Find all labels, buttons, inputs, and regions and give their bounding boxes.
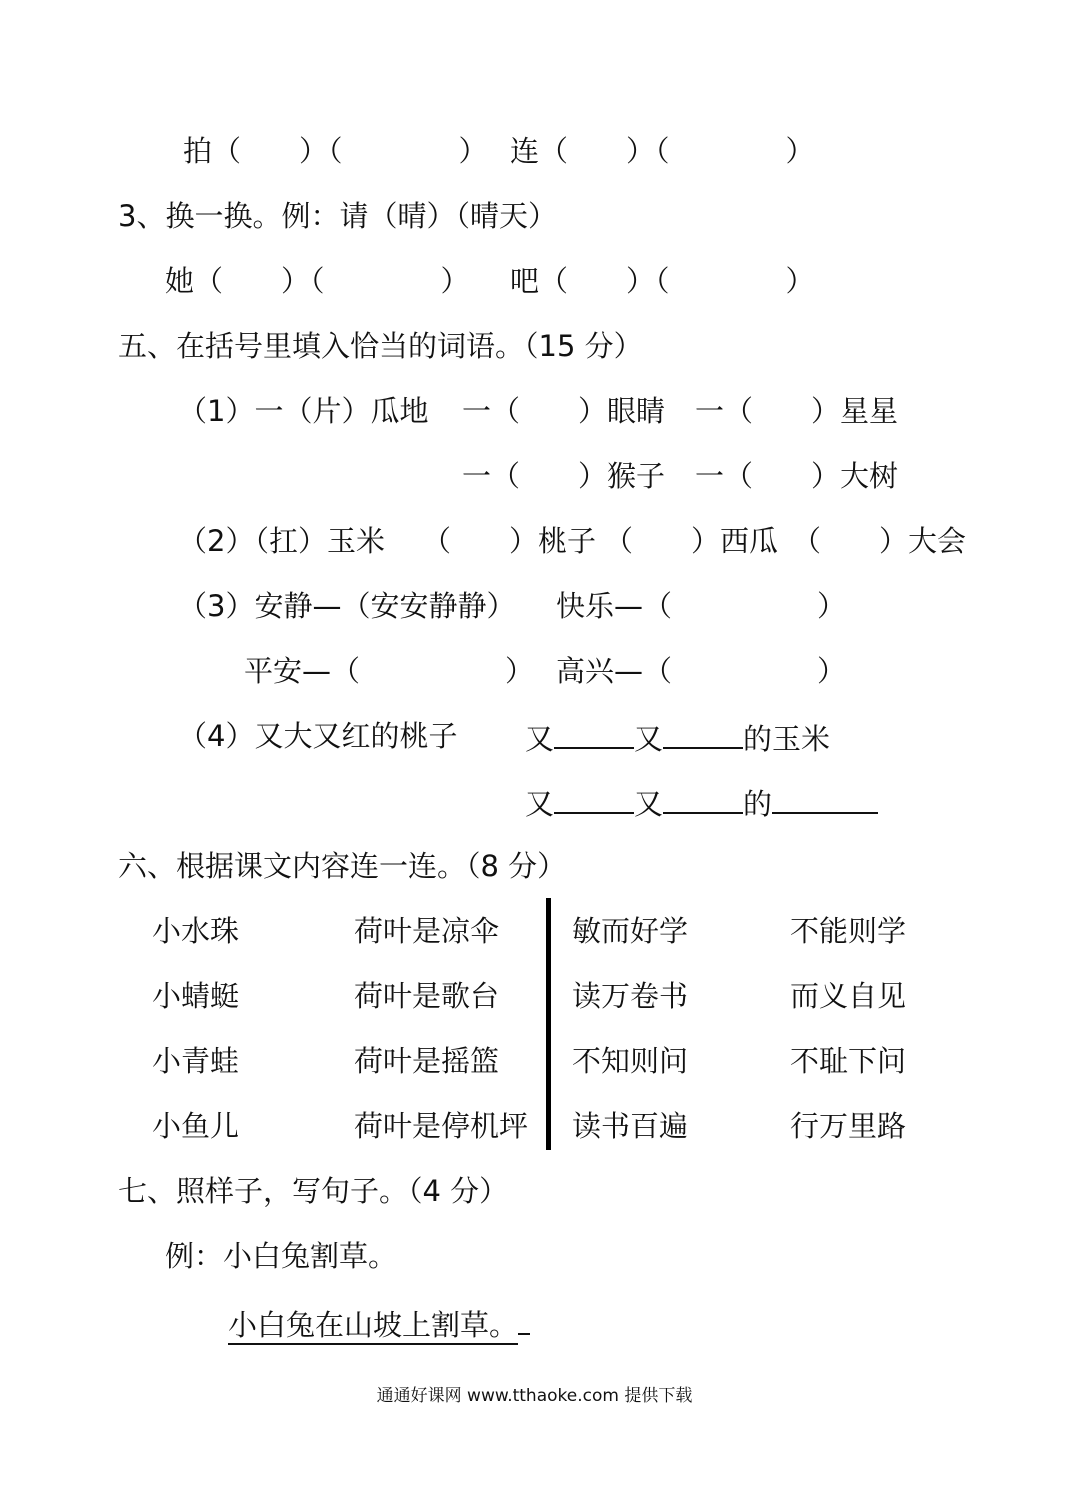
match-col3-item: 读书百遍: [572, 1109, 689, 1143]
match-col3-item: 读万卷书: [572, 979, 689, 1013]
match-col1-item: 小水珠: [152, 914, 240, 948]
q4-you-3: 又: [525, 787, 555, 821]
q1-tree: 一（ ）大树: [695, 459, 899, 493]
section-6-heading: 六、根据课文内容连一连。（8 分）: [118, 849, 567, 883]
match-col3-item: 敏而好学: [572, 914, 689, 948]
blank[interactable]: [772, 784, 878, 814]
question-3-heading: 3、换一换。例：请（晴）（晴天）: [118, 199, 557, 233]
line-pai: 拍（ ）（ ）: [183, 134, 488, 168]
q2-meeting: （ ）大会: [792, 524, 967, 558]
q3-happy: 快乐—（ ）: [556, 589, 847, 623]
q2-peach: （ ）桃子: [422, 524, 597, 558]
line-lian: 连（ ）（ ）: [510, 134, 815, 168]
q4-example: （4）又大又红的桃子: [178, 719, 458, 753]
match-col4-item: 行万里路: [790, 1109, 907, 1143]
blank[interactable]: [554, 719, 634, 749]
match-col2-item: 荷叶是停机坪: [354, 1109, 529, 1143]
match-col2-item: 荷叶是歌台: [354, 979, 500, 1013]
q3-example: （3）安静—（安安静静）: [178, 589, 516, 623]
q4-corn: 的玉米: [743, 722, 831, 756]
example-label: 例：小白兔割草。: [165, 1239, 398, 1273]
match-col1-item: 小青蛙: [152, 1044, 240, 1078]
column-divider: [546, 898, 551, 1150]
match-col2-item: 荷叶是凉伞: [354, 914, 500, 948]
match-col3-item: 不知则问: [572, 1044, 689, 1078]
underline-tail: [518, 1304, 530, 1335]
match-col4-item: 而义自见: [790, 979, 907, 1013]
example-answer: [228, 1304, 530, 1342]
blank[interactable]: [554, 784, 634, 814]
line-ba: 吧（ ）（ ）: [510, 264, 815, 298]
blank[interactable]: [663, 719, 743, 749]
q3-peace: 平安—（ ）: [244, 654, 535, 688]
match-col2-item: 荷叶是摇篮: [354, 1044, 500, 1078]
section-5-heading: 五、在括号里填入恰当的词语。（15 分）: [118, 329, 643, 363]
q1-stars: 一（ ）星星: [695, 394, 899, 428]
q4-you-4: 又: [634, 787, 664, 821]
section-7-heading: 七、照样子，写句子。（4 分）: [118, 1174, 509, 1208]
q4-blank-line-1: [525, 719, 830, 756]
blank[interactable]: [663, 784, 743, 814]
q1-eyes: 一（ ）眼睛: [462, 394, 666, 428]
match-col4-item: 不能则学: [790, 914, 907, 948]
example-answer-text: 小白兔在山坡上割草。: [228, 1308, 518, 1345]
q4-you-2: 又: [634, 722, 664, 756]
q2-watermelon: （ ）西瓜: [604, 524, 779, 558]
line-ta: 她（ ）（ ）: [165, 264, 470, 298]
match-col1-item: 小鱼儿: [152, 1109, 240, 1143]
q1-example: （1）一（片）瓜地: [178, 394, 429, 428]
q3-glad: 高兴—（ ）: [556, 654, 847, 688]
footer: 通通好课网 www.tthaoke.com 提供下载: [376, 1386, 693, 1406]
match-col1-item: 小蜻蜓: [152, 979, 240, 1013]
q4-you-1: 又: [525, 722, 555, 756]
q4-de: 的: [743, 787, 773, 821]
q1-monkey: 一（ ）猴子: [462, 459, 666, 493]
match-col4-item: 不耻下问: [790, 1044, 907, 1078]
q2-example: （2）（扛）玉米: [178, 524, 385, 558]
q4-blank-line-2: [525, 784, 878, 821]
